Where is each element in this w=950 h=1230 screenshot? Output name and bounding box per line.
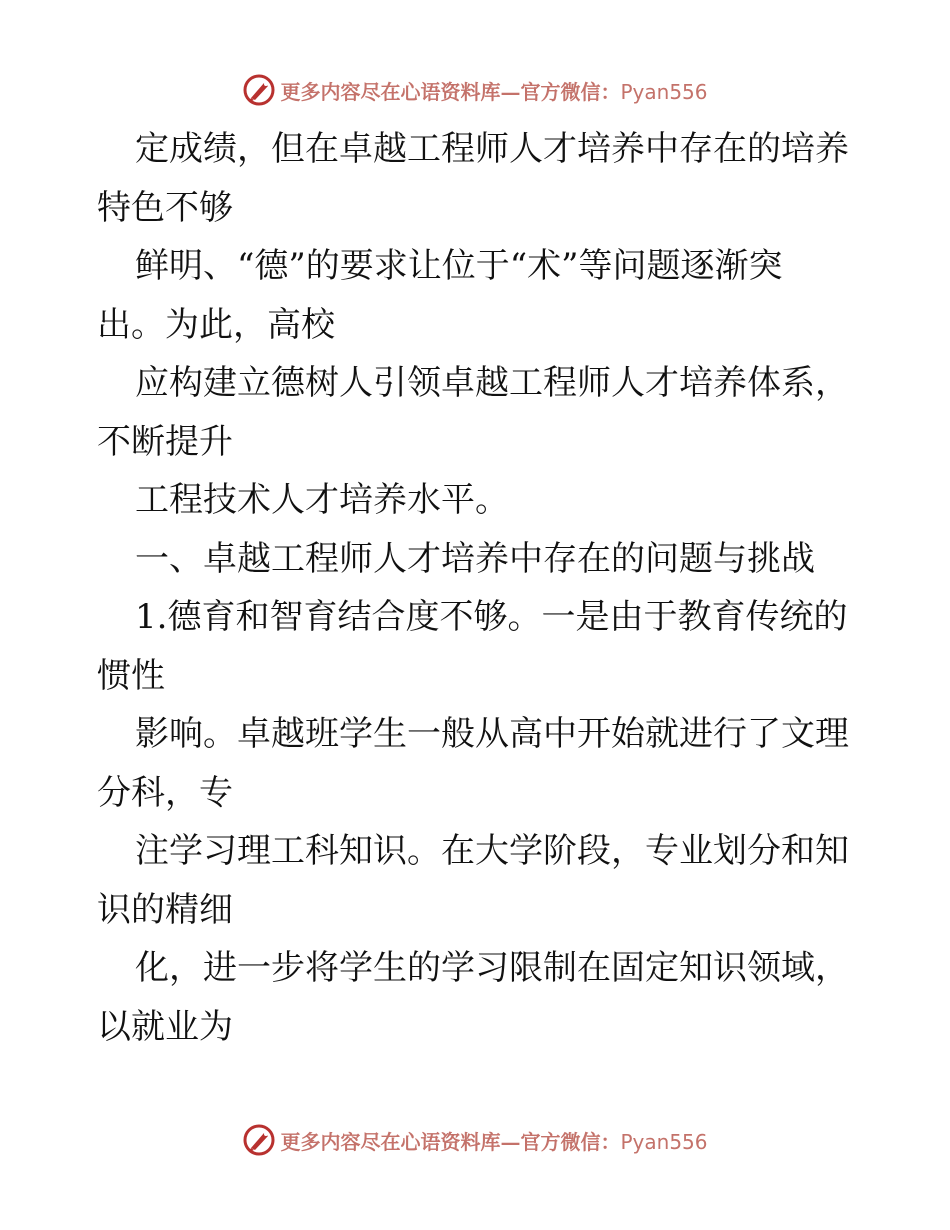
text-line: 工程技术人才培养水平。	[135, 480, 509, 520]
text-line: 特色不够	[97, 187, 233, 228]
text-line: 惯性	[97, 655, 165, 696]
text-line: 1.德育和智育结合度不够。一是由于教育传统的	[135, 597, 848, 637]
text-line: 注学习理工科知识。在大学阶段，专业划分和知	[135, 831, 849, 871]
text-line: 不断提升	[97, 421, 233, 462]
text-line: 以就业为	[97, 1006, 233, 1047]
pen-logo-icon	[242, 1123, 276, 1157]
document-body	[97, 120, 857, 1056]
text-line: 化，进一步将学生的学习限制在固定知识领域，	[135, 948, 849, 988]
text-line: 定成绩，但在卓越工程师人才培养中存在的培养	[135, 129, 849, 169]
text-line: 影响。卓越班学生一般从高中开始就进行了文理	[135, 714, 849, 754]
footer-banner	[0, 1120, 950, 1160]
text-line: 出。为此，高校	[97, 304, 335, 345]
text-line: 应构建立德树人引领卓越工程师人才培养体系，	[135, 363, 849, 403]
header-banner-text: 更多内容尽在心语资料库—官方微信：Pyan556	[280, 79, 708, 104]
pen-logo-icon	[242, 73, 276, 107]
text-line: 鲜明、“德”的要求让位于“术”等问题逐渐突	[135, 246, 783, 286]
footer-wechat-id: Pyan556	[620, 1129, 708, 1154]
text-line: 分科，专	[97, 772, 233, 813]
text-line: 一、卓越工程师人才培养中存在的问题与挑战	[135, 538, 815, 579]
text-line: 识的精细	[97, 889, 233, 930]
header-wechat-id: Pyan556	[620, 79, 708, 104]
header-banner	[0, 70, 950, 110]
footer-banner-text: 更多内容尽在心语资料库—官方微信：Pyan556	[280, 1129, 708, 1154]
